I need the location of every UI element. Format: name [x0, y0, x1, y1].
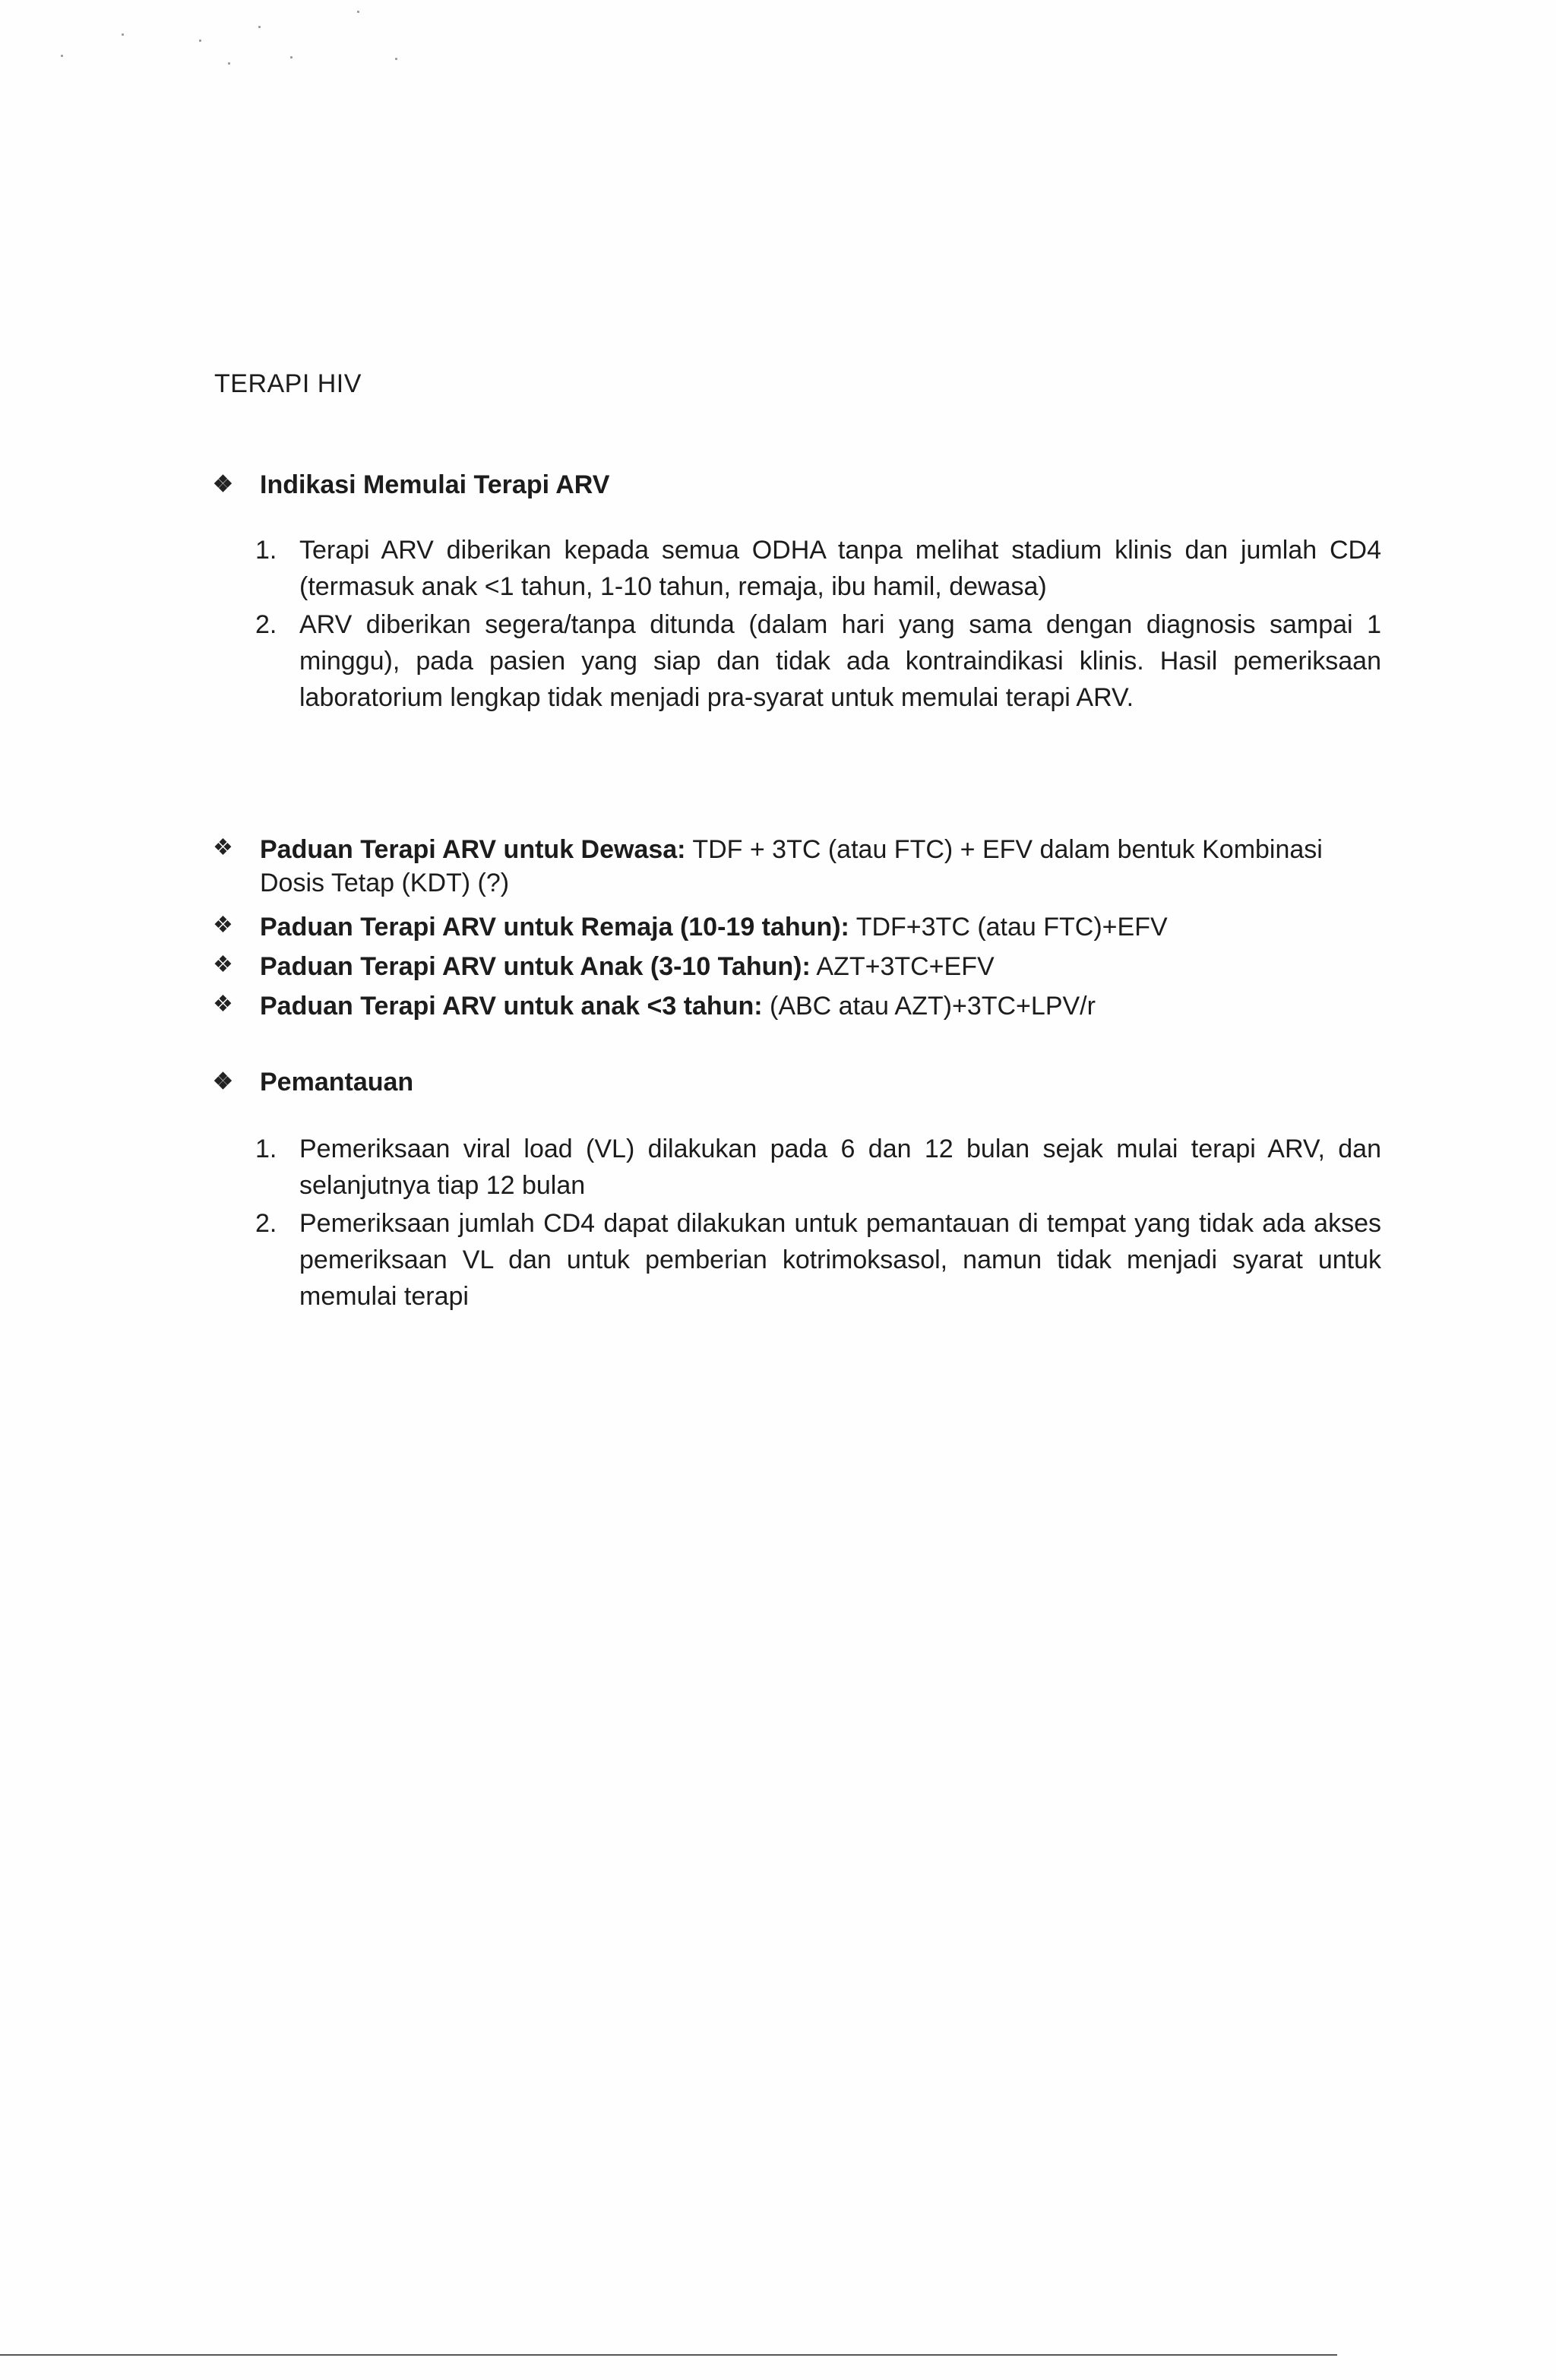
list-item-text: ARV diberikan segera/tanpa ditunda (dalam hari yang sama dengan diagnosis sampai 1 minggu), pada pasien yang siap dan tidak ada kontraindikasi klinis. Hasil pemeriksaan laboratorium lengkap tidak menjadi pra-syarat untuk memulai terapi ARV.	[299, 610, 1381, 712]
section-heading-text: Indikasi Memulai Terapi ARV	[260, 470, 610, 499]
diamond-bullet-icon: ❖	[213, 913, 233, 938]
regimen-anak	[211, 950, 1381, 983]
regimen-value: AZT+3TC+EFV	[810, 952, 995, 981]
regimen-dewasa	[211, 833, 1381, 900]
regimen-label: Paduan Terapi ARV untuk anak <3 tahun:	[260, 992, 763, 1021]
regimen-remaja	[211, 910, 1381, 944]
pemantauan-list	[255, 1131, 1381, 1316]
diamond-bullet-icon: ❖	[213, 952, 233, 977]
diamond-bullet-icon: ❖	[213, 835, 233, 860]
list-item-text: Terapi ARV diberikan kepada semua ODHA tanpa melihat stadium klinis dan jumlah CD4 (termasuk anak <1 tahun, 1-10 tahun, remaja, ibu hamil, dewasa)	[299, 536, 1381, 601]
list-item-text: Pemeriksaan jumlah CD4 dapat dilakukan untuk pemantauan di tempat yang tidak ada akses pemeriksaan VL dan untuk pemberian kotrimoksasol, namun tidak menjadi syarat untuk memulai terapi	[299, 1209, 1381, 1311]
list-item	[255, 1205, 1381, 1315]
regimen-value: TDF + 3TC (atau FTC) + EFV dalam bentuk Kombinasi Dosis Tetap (KDT) (?)	[260, 835, 1323, 897]
list-item-text: Pemeriksaan viral load (VL) dilakukan pada 6 dan 12 bulan sejak mulai terapi ARV, dan selanjutnya tiap 12 bulan	[299, 1135, 1381, 1200]
diamond-bullet-icon: ❖	[213, 992, 233, 1017]
section-heading-pemantauan	[211, 1067, 1396, 1097]
regimen-value: TDF+3TC (atau FTC)+EFV	[849, 913, 1168, 942]
bottom-rule	[0, 2354, 1337, 2356]
regimen-value: (ABC atau AZT)+3TC+LPV/r	[762, 992, 1096, 1021]
list-item	[255, 532, 1381, 605]
list-item-number: 2.	[255, 1209, 277, 1238]
section-heading-indikasi	[211, 470, 1396, 500]
regimen-label: Paduan Terapi ARV untuk Anak (3-10 Tahun):	[260, 952, 811, 981]
section-heading-text: Pemantauan	[260, 1068, 414, 1097]
indikasi-list	[255, 532, 1381, 717]
document-title: TERAPI HIV	[214, 369, 362, 398]
list-item-number: 1.	[255, 1135, 277, 1163]
regimen-label: Paduan Terapi ARV untuk Dewasa:	[260, 835, 686, 864]
list-item-number: 2.	[255, 610, 277, 639]
diamond-bullet-icon: ❖	[213, 472, 233, 497]
list-item	[255, 606, 1381, 716]
regimen-label: Paduan Terapi ARV untuk Remaja (10-19 tahun):	[260, 913, 849, 942]
regimen-anak-under-3	[211, 989, 1381, 1023]
diamond-bullet-icon: ❖	[213, 1069, 233, 1094]
list-item	[255, 1131, 1381, 1204]
list-item-number: 1.	[255, 536, 277, 565]
